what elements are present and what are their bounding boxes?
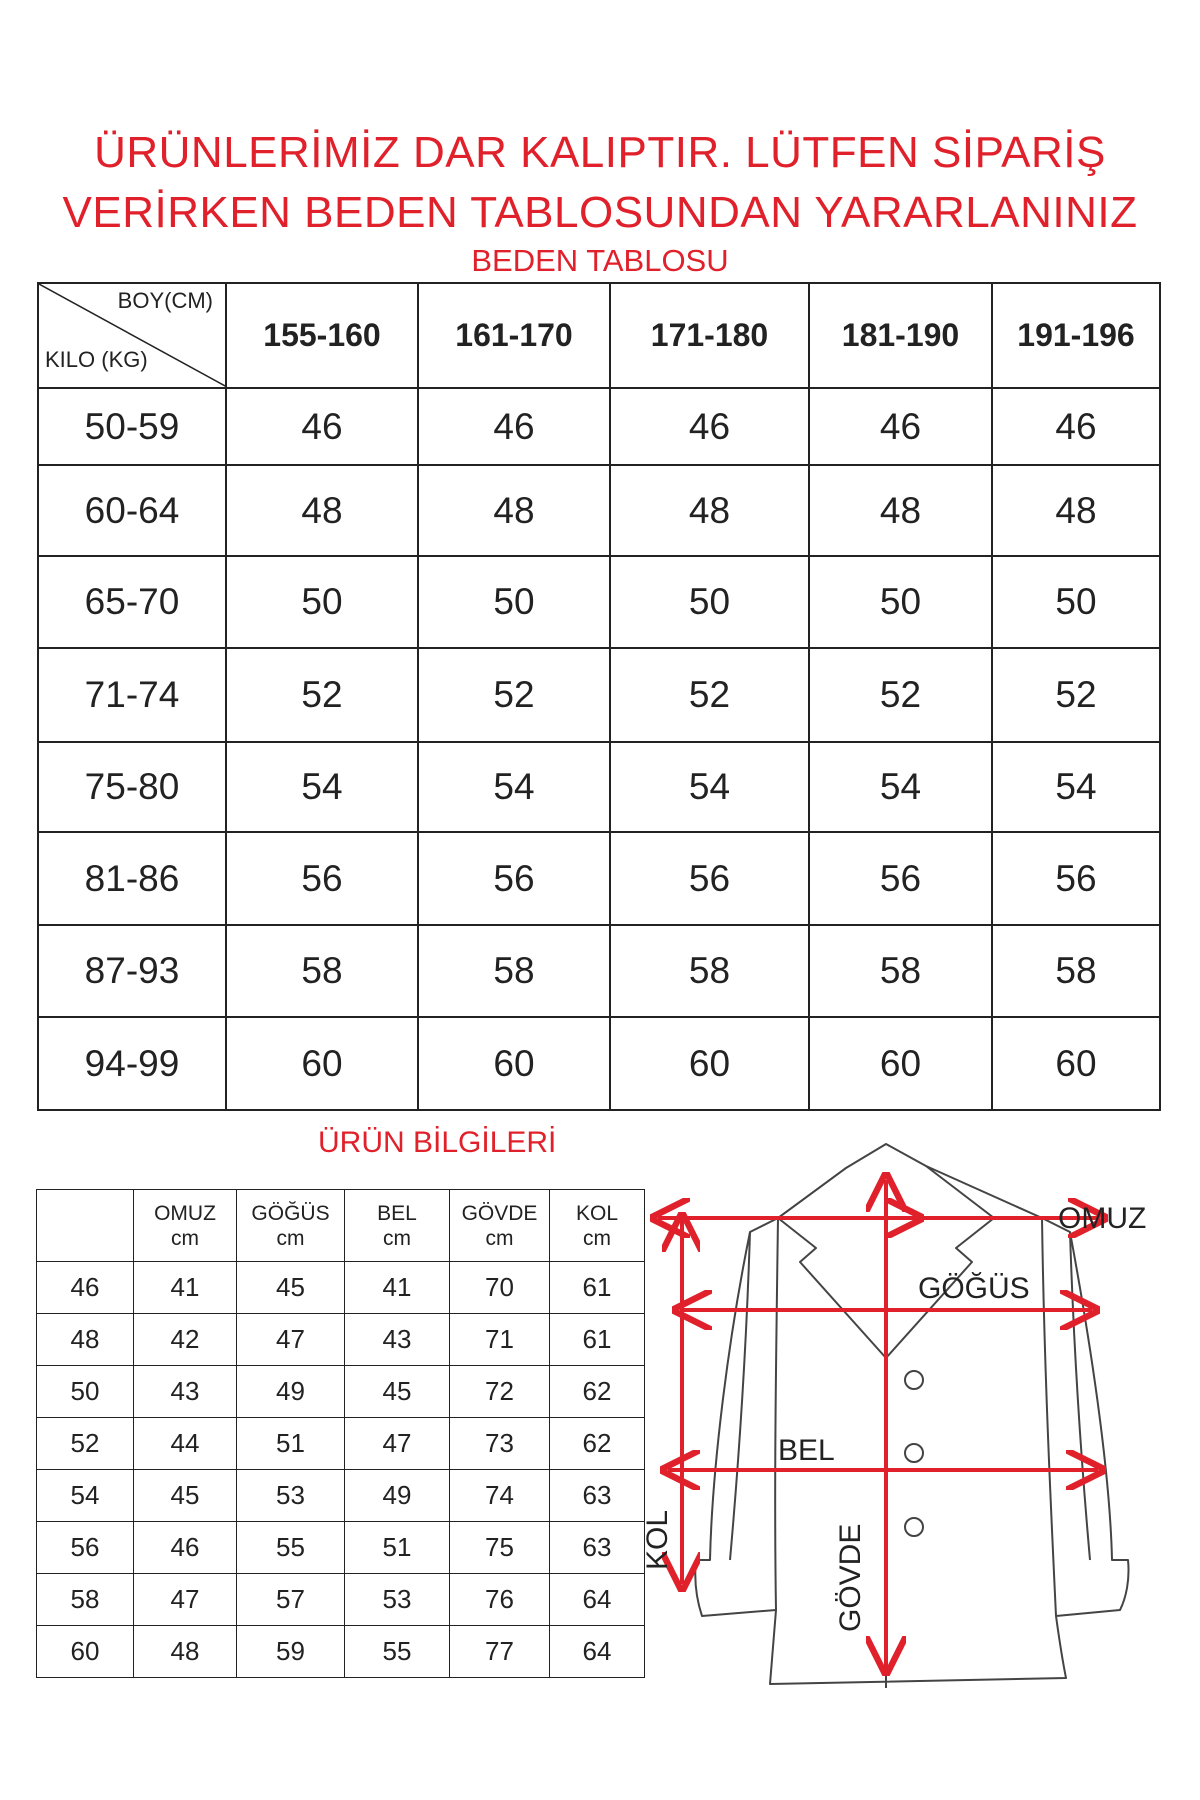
size-cell: 52 [809,648,992,742]
measure-cell: 59 [237,1626,345,1678]
measure-cell: 70 [450,1262,550,1314]
size-cell: 48 [610,465,809,556]
measure-cell: 43 [134,1366,237,1418]
size-cell: 52 [992,648,1160,742]
size-label-cell: 60 [37,1626,134,1678]
measure-unit: cm [383,1226,411,1250]
size-cell: 56 [226,832,418,925]
weight-range-cell: 50-59 [38,388,226,465]
measure-cell: 45 [134,1470,237,1522]
size-label-cell: 46 [37,1262,134,1314]
measure-cell: 53 [345,1574,450,1626]
height-range-header: 161-170 [418,283,610,388]
measure-cell: 75 [450,1522,550,1574]
product-info-corner-cell [37,1190,134,1262]
size-chart-row [38,832,1160,925]
product-info-header-row [37,1190,645,1262]
size-cell: 48 [992,465,1160,556]
size-cell: 58 [809,925,992,1017]
measure-cell: 62 [550,1418,645,1470]
measure-cell: 47 [237,1314,345,1366]
measure-cell: 42 [134,1314,237,1366]
measure-cell: 63 [550,1470,645,1522]
measure-unit: cm [583,1226,611,1250]
measure-cell: 61 [550,1314,645,1366]
weight-range-cell: 75-80 [38,742,226,832]
product-info-row [37,1626,645,1678]
size-chart-row [38,742,1160,832]
size-cell: 60 [809,1017,992,1110]
measure-cell: 74 [450,1470,550,1522]
size-cell: 54 [610,742,809,832]
gogus-label: GÖĞÜS [918,1272,1030,1305]
weight-range-cell: 94-99 [38,1017,226,1110]
size-cell: 56 [992,832,1160,925]
size-chart-row [38,648,1160,742]
product-info-row [37,1314,645,1366]
size-label-cell: 52 [37,1418,134,1470]
product-info-row [37,1574,645,1626]
size-cell: 54 [809,742,992,832]
size-label-cell: 54 [37,1470,134,1522]
size-cell: 52 [226,648,418,742]
coat-measurement-diagram [650,1140,1190,1700]
size-cell: 52 [418,648,610,742]
weight-range-cell: 87-93 [38,925,226,1017]
size-label-cell: 56 [37,1522,134,1574]
size-cell: 54 [992,742,1160,832]
product-info-row [37,1470,645,1522]
size-chart-row [38,388,1160,465]
size-cell: 50 [809,556,992,648]
measure-unit: cm [485,1226,514,1250]
measure-cell: 43 [345,1314,450,1366]
size-label-cell: 58 [37,1574,134,1626]
measure-cell: 47 [345,1418,450,1470]
size-cell: 48 [809,465,992,556]
size-cell: 50 [418,556,610,648]
size-cell: 50 [992,556,1160,648]
measure-cell: 77 [450,1626,550,1678]
measure-name: GÖVDE [461,1201,538,1225]
measure-cell: 64 [550,1626,645,1678]
measure-header [134,1190,237,1262]
measure-name: KOL [575,1201,619,1225]
measure-header [237,1190,345,1262]
measure-cell: 45 [237,1262,345,1314]
size-cell: 46 [809,388,992,465]
measure-cell: 72 [450,1366,550,1418]
headline-line-1: ÜRÜNLERİMİZ DAR KALIPTIR. LÜTFEN SİPARİŞ [94,128,1106,177]
product-info-row [37,1366,645,1418]
height-range-header: 171-180 [610,283,809,388]
weight-range-cell: 65-70 [38,556,226,648]
size-cell: 60 [226,1017,418,1110]
height-range-header: 155-160 [226,283,418,388]
size-table-title: BEDEN TABLOSU [471,243,729,278]
size-chart-table [37,282,1161,1111]
measure-name: GÖĞÜS [251,1201,330,1225]
measure-cell: 62 [550,1366,645,1418]
size-chart-corner-cell [38,283,226,388]
measure-header [550,1190,645,1262]
measure-header [450,1190,550,1262]
size-label-cell: 48 [37,1314,134,1366]
height-range-header: 191-196 [992,283,1160,388]
size-cell: 58 [226,925,418,1017]
size-cell: 46 [610,388,809,465]
measure-cell: 49 [237,1366,345,1418]
product-info-row [37,1522,645,1574]
size-label-cell: 50 [37,1366,134,1418]
size-chart-header-row [38,283,1160,388]
headline-line-2: VERİRKEN BEDEN TABLOSUNDAN YARARLANINIZ [62,188,1138,237]
measure-cell: 76 [450,1574,550,1626]
size-cell: 58 [610,925,809,1017]
corner-height-label: BOY(CM) [117,288,213,313]
measure-cell: 41 [134,1262,237,1314]
measure-unit: cm [276,1226,305,1250]
measure-cell: 53 [237,1470,345,1522]
kol-measure [640,1210,700,1600]
measure-cell: 64 [550,1574,645,1626]
measure-cell: 51 [345,1522,450,1574]
measure-cell: 46 [134,1522,237,1574]
measure-cell: 57 [237,1574,345,1626]
measure-cell: 71 [450,1314,550,1366]
size-cell: 46 [418,388,610,465]
measure-cell: 45 [345,1366,450,1418]
weight-range-cell: 60-64 [38,465,226,556]
measure-cell: 48 [134,1626,237,1678]
size-chart-row [38,556,1160,648]
size-cell: 60 [992,1017,1160,1110]
size-cell: 46 [226,388,418,465]
size-cell: 58 [418,925,610,1017]
measure-unit: cm [171,1226,199,1250]
size-cell: 46 [992,388,1160,465]
measure-cell: 55 [237,1522,345,1574]
measure-cell: 55 [345,1626,450,1678]
measure-cell: 73 [450,1418,550,1470]
kol-label: KOL [641,1509,674,1570]
size-cell: 54 [226,742,418,832]
size-cell: 60 [610,1017,809,1110]
corner-weight-label: KILO (KG) [45,347,148,372]
bel-label: BEL [778,1434,835,1467]
omuz-label: OMUZ [1058,1202,1147,1235]
size-chart-row [38,1017,1160,1110]
product-info-title: ÜRÜN BİLGİLERİ [318,1126,557,1159]
size-chart-row [38,925,1160,1017]
product-info-table [36,1189,645,1678]
measure-cell: 63 [550,1522,645,1574]
product-info-row [37,1262,645,1314]
measure-cell: 41 [345,1262,450,1314]
height-range-header: 181-190 [809,283,992,388]
measure-cell: 49 [345,1470,450,1522]
measure-cell: 47 [134,1574,237,1626]
size-cell: 60 [418,1017,610,1110]
weight-range-cell: 81-86 [38,832,226,925]
measurement-arrows [658,1180,1100,1668]
measure-header [345,1190,450,1262]
size-cell: 58 [992,925,1160,1017]
size-cell: 48 [418,465,610,556]
measure-cell: 61 [550,1262,645,1314]
size-cell: 52 [610,648,809,742]
weight-range-cell: 71-74 [38,648,226,742]
measure-cell: 51 [237,1418,345,1470]
size-cell: 56 [610,832,809,925]
size-cell: 48 [226,465,418,556]
size-cell: 54 [418,742,610,832]
measure-name: BEL [377,1201,417,1225]
measure-name: OMUZ [154,1201,216,1225]
size-chart-row [38,465,1160,556]
size-cell: 56 [809,832,992,925]
measure-cell: 44 [134,1418,237,1470]
govde-label: GÖVDE [834,1523,867,1632]
product-info-row [37,1418,645,1470]
size-cell: 50 [610,556,809,648]
size-cell: 56 [418,832,610,925]
size-cell: 50 [226,556,418,648]
